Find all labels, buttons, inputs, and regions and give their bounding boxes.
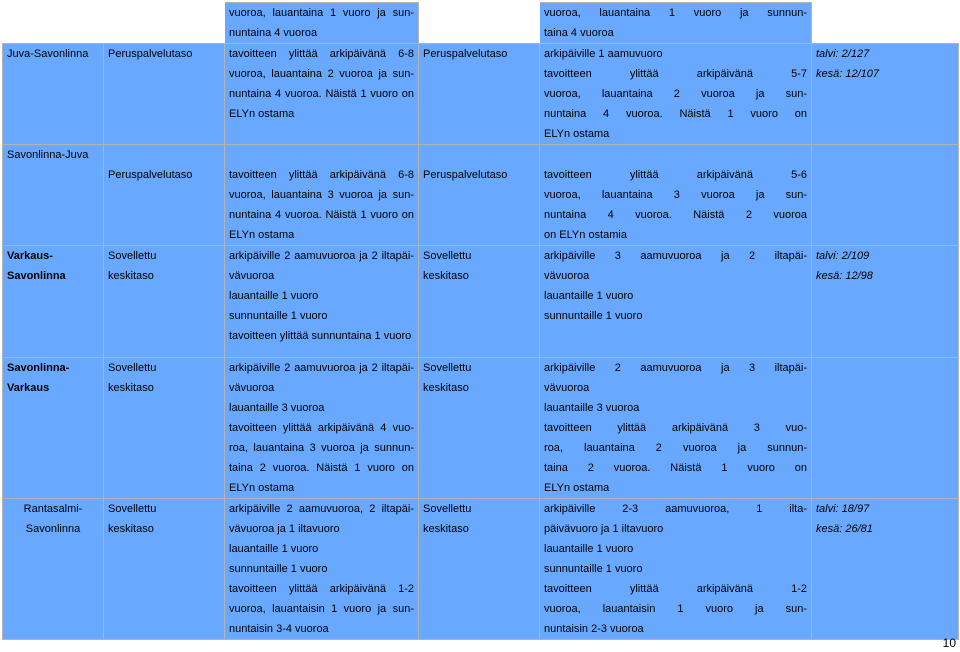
season-line: kesä: 12/98 — [816, 270, 873, 282]
description-line: sunnuntaille 1 vuoro — [229, 563, 328, 575]
description-line: nuntaina 4 vuoroa — [229, 27, 318, 39]
service-level-a — [104, 3, 225, 44]
description-line: arkipäiville 2 aamuvuoroa ja 3 iltapäi- — [544, 362, 807, 374]
description-line: lauantaille 1 vuoro — [229, 543, 319, 555]
level-line: keskitaso — [423, 270, 469, 282]
description-line: on ELYn ostamia — [544, 229, 627, 241]
description-line: tavoitteen ylittää sunnuntaina 1 vuoro — [229, 330, 412, 342]
description-line: lauantaille 1 vuoro — [544, 543, 634, 555]
description-line: roa, lauantaina 2 vuoroa ja sunnun- — [544, 442, 807, 454]
route-cell — [3, 358, 104, 499]
description-line: arkipäiville 2 aamuvuoroa, 2 iltapäi- — [229, 503, 414, 515]
service-level-b — [419, 44, 540, 145]
description-line: tavoitteen ylittää arkipäivänä 1-2 — [229, 583, 414, 595]
description-a — [225, 246, 419, 358]
description-line: ELYn ostama — [229, 108, 295, 120]
description-line: taina 2 vuoroa. Näistä 1 vuoro on — [544, 462, 807, 474]
route-line: Juva-Savonlinna — [7, 48, 89, 60]
description-line: ELYn ostama — [544, 128, 610, 140]
description-line: sunnuntaille 1 vuoro — [544, 563, 643, 575]
service-level-a — [104, 44, 225, 145]
description-line: roa, lauantaina 3 vuoroa ja sunnun- — [229, 442, 414, 454]
season-counts — [812, 358, 959, 499]
table-row — [3, 499, 959, 640]
level-line: keskitaso — [423, 382, 469, 394]
description-line: tavoitteen ylittää arkipäivänä 5-7 — [544, 68, 807, 80]
description-line: vuoroa, lauantaina 1 vuoro ja sunnun- — [544, 7, 807, 19]
description-line: sunnuntaille 1 vuoro — [544, 310, 643, 322]
description-line: vuoroa, lauantaisin 1 vuoro ja sun- — [229, 603, 414, 615]
season-line: talvi: 18/97 — [816, 503, 870, 515]
level-line: Sovellettu — [108, 503, 157, 515]
table-row — [3, 44, 959, 145]
description-line: vuoroa, lauantaisin 1 vuoro ja sun- — [544, 603, 807, 615]
route-line: Rantasalmi- — [23, 503, 83, 515]
season-counts — [812, 499, 959, 640]
description-line: sunnuntaille 1 vuoro — [229, 310, 328, 322]
description-line: ELYn ostama — [229, 482, 295, 494]
description-line: lauantaille 1 vuoro — [229, 290, 319, 302]
service-level-b — [419, 246, 540, 358]
route-cell — [3, 44, 104, 145]
description-line: taina 2 vuoroa. Näistä 1 vuoro on — [229, 462, 414, 474]
description-line: nuntaina 4 vuoroa. Näistä 1 vuoro on — [544, 108, 807, 120]
description-line: arkipäiville 2 aamuvuoroa ja 2 iltapäi- — [229, 250, 414, 262]
description-b — [540, 44, 812, 145]
route-cell — [3, 499, 104, 640]
description-line: lauantaille 1 vuoro — [544, 290, 634, 302]
route-cell — [3, 145, 104, 246]
description-line: vävuoroa — [229, 270, 275, 282]
level-line: Peruspalvelutaso — [423, 48, 508, 60]
description-b — [540, 145, 812, 246]
table-row — [3, 358, 959, 499]
season-counts — [812, 44, 959, 145]
description-b — [540, 499, 812, 640]
level-line: Peruspalvelutaso — [108, 48, 193, 60]
description-line: tavoitteen ylittää arkipäivänä 4 vuo- — [229, 422, 414, 434]
season-counts — [812, 246, 959, 358]
description-a — [225, 499, 419, 640]
route-table-body — [3, 3, 959, 640]
season-line: kesä: 26/81 — [816, 523, 873, 535]
description-line: vuoroa, lauantaina 3 vuoroa ja sun- — [544, 189, 807, 201]
level-line: Sovellettu — [423, 250, 472, 262]
description-line: nuntaina 4 vuoroa. Näistä 1 vuoro on — [229, 209, 414, 221]
description-line: lauantaille 3 vuoroa — [229, 402, 325, 414]
description-line: nuntaina 4 vuoroa. Näistä 2 vuoroa — [544, 209, 807, 221]
route-line: Varkaus — [7, 382, 50, 394]
table-row — [3, 3, 959, 44]
level-line: keskitaso — [108, 382, 154, 394]
service-level-b — [419, 358, 540, 499]
description-b — [540, 246, 812, 358]
description-a — [225, 3, 419, 44]
service-level-a — [104, 145, 225, 246]
service-level-a — [104, 499, 225, 640]
description-a — [225, 44, 419, 145]
description-line: arkipäiville 2 aamuvuoroa ja 2 iltapäi- — [229, 362, 414, 374]
description-line: lauantaille 3 vuoroa — [544, 402, 640, 414]
description-line: vuoroa, lauantaina 2 vuoroa ja sun- — [229, 68, 414, 80]
description-line: päivävuoro ja 1 iltavuoro — [544, 523, 664, 535]
service-level-b — [419, 499, 540, 640]
description-line: nuntaisin 2-3 vuoroa — [544, 623, 644, 635]
description-a — [225, 145, 419, 246]
description-line: taina 4 vuoroa — [544, 27, 614, 39]
description-line: vuoroa, lauantaina 3 vuoroa ja sun- — [229, 189, 414, 201]
description-line: vävuoroa ja 1 iltavuoro — [229, 523, 340, 535]
service-level-a — [104, 358, 225, 499]
service-level-a — [104, 246, 225, 358]
table-row — [3, 145, 959, 246]
description-line: vuoroa, lauantaina 1 vuoro ja sun- — [229, 7, 414, 19]
level-line: Peruspalvelutaso — [108, 169, 193, 181]
description-line: ELYn ostama — [544, 482, 610, 494]
description-line: nuntaisin 3-4 vuoroa — [229, 623, 329, 635]
season-line: kesä: 12/107 — [816, 68, 879, 80]
season-line: talvi: 2/127 — [816, 48, 870, 60]
route-cell — [3, 246, 104, 358]
route-line: Savonlinna-Juva — [7, 149, 89, 161]
table-row — [3, 246, 959, 358]
description-a — [225, 358, 419, 499]
description-b — [540, 358, 812, 499]
description-line: vävuoroa — [229, 382, 275, 394]
description-line: arkipäiville 2-3 aamuvuoroa, 1 ilta- — [544, 503, 807, 515]
season-line: talvi: 2/109 — [816, 250, 870, 262]
page-number: 10 — [942, 636, 956, 650]
season-counts — [812, 3, 959, 44]
season-counts — [812, 145, 959, 246]
level-line: Peruspalvelutaso — [423, 169, 508, 181]
description-line: tavoitteen ylittää arkipäivänä 3 vuo- — [544, 422, 807, 434]
level-line: Sovellettu — [423, 503, 472, 515]
description-line: tavoitteen ylittää arkipäivänä 1-2 — [544, 583, 807, 595]
level-line: Sovellettu — [108, 362, 157, 374]
description-line: vävuoroa — [544, 382, 590, 394]
service-level-b — [419, 3, 540, 44]
route-line: Savonlinna — [25, 523, 81, 535]
level-line: keskitaso — [108, 523, 154, 535]
description-line: arkipäiville 3 aamuvuoroa ja 2 iltapäi- — [544, 250, 807, 262]
route-line: Savonlinna- — [7, 362, 70, 374]
level-line: Sovellettu — [423, 362, 472, 374]
description-line: tavoitteen ylittää arkipäivänä 6-8 — [229, 169, 414, 181]
description-line: vuoroa, lauantaina 2 vuoroa ja sun- — [544, 88, 807, 100]
route-cell — [3, 3, 104, 44]
description-line: ELYn ostama — [229, 229, 295, 241]
level-line: keskitaso — [108, 270, 154, 282]
description-line: tavoitteen ylittää arkipäivänä 6-8 — [229, 48, 414, 60]
route-table — [2, 2, 959, 640]
description-line: tavoitteen ylittää arkipäivänä 5-6 — [544, 169, 807, 181]
route-line: Varkaus- — [7, 250, 53, 262]
service-level-b — [419, 145, 540, 246]
route-line: Savonlinna — [7, 270, 66, 282]
description-b — [540, 3, 812, 44]
description-line: arkipäiville 1 aamuvuoro — [544, 48, 663, 60]
level-line: Sovellettu — [108, 250, 157, 262]
description-line: nuntaina 4 vuoroa. Näistä 1 vuoro on — [229, 88, 414, 100]
level-line: keskitaso — [423, 523, 469, 535]
description-line: vävuoroa — [544, 270, 590, 282]
